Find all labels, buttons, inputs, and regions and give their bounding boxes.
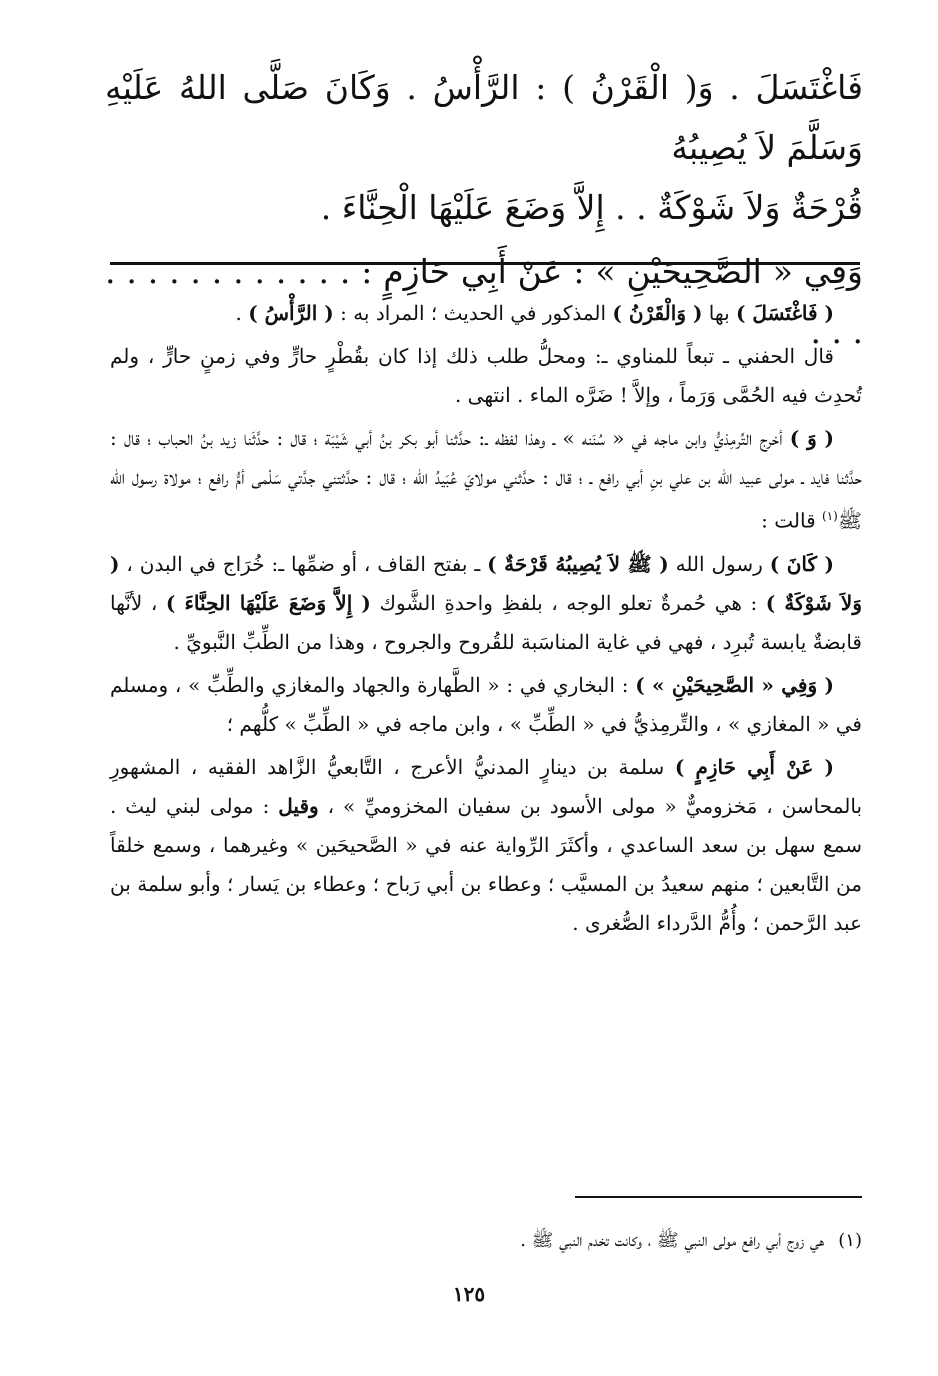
footnote-separator — [575, 1196, 862, 1198]
main-text-line: وَفِي « الصَّحِيحَيْنِ » : عَنْ أَبِي حَازِمٍ : . . . . . . . . . . . . . . . — [105, 252, 863, 351]
bold-lemma: ( وَفِي « الصَّحِيحَيْنِ » ) — [635, 672, 834, 697]
commentary-text: سلمة بن دينارٍ المدنيُّ الأعرج ، التَّابعيُّ الزَّاهد الفقيه ، المشهورِ بالمحاسن ، مَخزوميٌّ « مولى الأسود بن سفيان المخزوميِّ » ، — [110, 754, 863, 818]
commentary-text: المذكور في الحديث ؛ المراد به : — [333, 301, 613, 325]
bold-lemma: ( وَ ) — [789, 426, 835, 450]
footnote — [110, 1226, 862, 1256]
footnote-marker: (١) — [822, 509, 838, 523]
commentary-paragraph — [110, 545, 862, 662]
bold-lemma: وقيل — [278, 793, 319, 818]
commentary-text: بها — [702, 301, 736, 325]
main-text-line: قُرْحَةٌ وَلاَ شَوْكَةٌ . . إِلاَّ وَضَعَ عَلَيْهَا الْحِنَّاءَ . — [320, 188, 863, 227]
commentary-text: ـ بفتح القاف ، أو ضمِّها ـ: خُرَاج في البدن ، — [119, 551, 488, 576]
bold-lemma: ( عَنْ أَبِي حَازِمٍ ) — [674, 754, 835, 779]
bold-lemma: ( كَانَ ) — [769, 551, 834, 576]
commentary-text: : هي حُمرةٌ تعلو الوجه ، بلفظِ واحدةِ الشَّوك — [370, 590, 766, 615]
commentary-text: : البخاري في : « الطَّهارة والجهاد والمغازي والطِّبِّ » ، ومسلم في « المغازي » ، والتِّرمِذيُّ في « الطِّبِّ » ، وابن ماجه في « الطِّبِّ » كلُّهم ؛ — [110, 672, 862, 736]
bold-lemma: ( إِلاَّ وَضَعَ عَلَيْهَا الحِنَّاءَ ) — [165, 590, 371, 615]
commentary-paragraph — [110, 748, 862, 943]
commentary-paragraph — [110, 419, 862, 541]
commentary-block — [110, 294, 862, 947]
commentary-paragraph — [110, 666, 862, 744]
commentary-text: رسول الله — [668, 551, 770, 576]
separator-rule — [110, 262, 860, 265]
commentary-text: قالت : — [761, 508, 822, 533]
commentary-text: . — [235, 301, 249, 325]
commentary-text: ، لأنَّها قابضةٌ يابسة تُبرِد ، فهي في غاية المناسَبة للقُروح والجروح ، وهذا من الطِّبِّ النَّبويِّ . — [110, 590, 862, 654]
page-number: ١٢٥ — [452, 1282, 486, 1306]
bold-lemma: ( ﷺ لاَ يُصِيبُهُ قَرْحَةٌ ) — [487, 551, 669, 576]
footnote-number: (١) — [838, 1230, 862, 1251]
bold-lemma: ( الرَّأْسُ ) — [248, 301, 334, 325]
commentary-paragraph — [110, 294, 862, 333]
bold-lemma: ( وَلاَ شَوْكَةٌ ) — [110, 551, 862, 615]
commentary-text: : مولى لبني ليث . سمع سهل بن سعد الساعدي ، وأكثَرَ الرِّواية عنه في « الصَّحيحَين » وغيرهما ، وسمع خلقاً من التَّابعين ؛ منهم سعيدُ بن المسيَّب ؛ وعطاء بن أبي رَباح ؛ وعطاء بن يَسار ؛ وأبو سلمة بن عبد الرَّحمن ؛ وأُمُّ الدَّرداء الصُّغرى . — [110, 793, 862, 935]
commentary-paragraph: قال الحفني ـ تبعاً للمناوي ـ: ومحلُّ طلب ذلك إذا كان بقُطْرٍ حارٍّ وفي زمنٍ حارٍّ ، ولم تُحدِث فيه الحُمَّى وَرَماً ، وإلاَّ ! ضَرَّه الماء . انتهى . — [110, 344, 862, 407]
footnote-text: هي زوج أبي رافع مولى النبي ﷺ ، وكانت تخدم النبي ﷺ . — [520, 1230, 825, 1251]
bold-lemma: ( فَاغْتَسَلَ ) — [736, 301, 834, 325]
bold-lemma: ( وَالْقَرْنُ ) — [612, 301, 703, 325]
commentary-text: أخرج التِّرمِذيُّ وابن ماجه في « سُنَنه » ـ وهذا لفظه ـ: حدَّثنا أبو بكر بنُ أبي شَيْبَة ؛ قال : حدَّثَنا زيد بنُ الحباب ؛ قال : حدَّثنا فايد ـ مولى عبيد الله بن علي بنِ أبي رافع ـ ؛ قال : حدَّثني مولايَ عُبَيدُ الله ؛ قال : حدَّثتني جدَّتي سَلْمى أمُّ رافع ؛ مولاة رسول الله ﷺ — [110, 426, 862, 533]
main-text-line: فَاغْتَسَلَ . وَ( الْقَرْنُ ) : الرَّأْسُ . وَكَانَ صَلَّى اللهُ عَلَيْهِ وَسَلَّمَ لاَ يُصِيبُهُ — [105, 68, 863, 167]
